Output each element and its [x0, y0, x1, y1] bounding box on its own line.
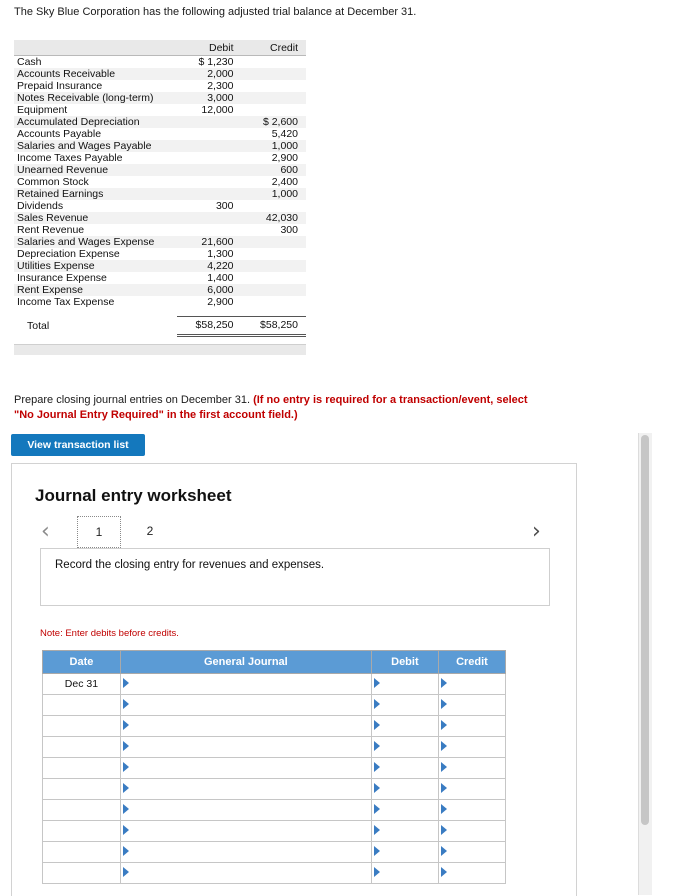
table-spacer-row [14, 308, 306, 317]
row-credit [242, 236, 307, 248]
row-debit [177, 188, 241, 200]
journal-debit-cell[interactable] [371, 779, 438, 800]
row-debit: 1,300 [177, 248, 241, 260]
journal-entry-table [42, 650, 506, 884]
row-debit: 2,300 [177, 80, 241, 92]
journal-date-cell[interactable]: Dec 31 [43, 674, 121, 695]
dropdown-caret-icon [374, 846, 380, 856]
row-credit: 1,000 [242, 140, 307, 152]
row-debit: 6,000 [177, 284, 241, 296]
journal-date-cell[interactable] [43, 737, 121, 758]
dropdown-caret-icon [123, 783, 129, 793]
header-debit: Debit [177, 40, 241, 56]
table-row [14, 140, 306, 152]
row-account: Cash [14, 56, 177, 69]
dropdown-caret-icon [374, 699, 380, 709]
row-debit [177, 116, 241, 128]
scrollbar-thumb[interactable] [641, 435, 649, 825]
journal-credit-cell[interactable] [438, 716, 505, 737]
trial-balance-base [14, 337, 306, 344]
journal-debit-cell[interactable] [371, 674, 438, 695]
row-account: Income Taxes Payable [14, 152, 177, 164]
journal-credit-cell[interactable] [438, 863, 505, 884]
row-account: Notes Receivable (long-term) [14, 92, 177, 104]
journal-header-row [43, 651, 506, 674]
journal-account-cell[interactable] [120, 716, 371, 737]
table-row [14, 260, 306, 272]
total-credit: $58,250 [242, 317, 307, 336]
row-debit: 300 [177, 200, 241, 212]
table-row [14, 104, 306, 116]
row-credit: 300 [242, 224, 307, 236]
page-scrollbar[interactable] [638, 433, 652, 895]
next-arrow-icon[interactable]: › [532, 519, 541, 544]
dropdown-caret-icon [374, 678, 380, 688]
row-credit: $ 2,600 [242, 116, 307, 128]
row-debit: $ 1,230 [177, 56, 241, 69]
row-credit [242, 284, 307, 296]
table-row [14, 188, 306, 200]
trial-balance-section [14, 40, 306, 355]
row-debit: 2,000 [177, 68, 241, 80]
row-debit: 21,600 [177, 236, 241, 248]
table-row [43, 695, 506, 716]
table-row [14, 68, 306, 80]
instructions-text [14, 393, 574, 423]
dropdown-caret-icon [374, 825, 380, 835]
table-row [14, 212, 306, 224]
table-row [14, 92, 306, 104]
row-account: Rent Revenue [14, 224, 177, 236]
dropdown-caret-icon [374, 762, 380, 772]
journal-account-cell[interactable] [120, 737, 371, 758]
dropdown-caret-icon [123, 867, 129, 877]
journal-account-cell[interactable] [120, 695, 371, 716]
journal-credit-cell[interactable] [438, 842, 505, 863]
debits-before-credits-note: Note: Enter debits before credits. [40, 628, 179, 639]
trial-balance-footer-bar [14, 344, 306, 355]
prompt-bold-2: "No Journal Entry Required" in the first account field.) [14, 409, 298, 421]
table-row [43, 863, 506, 884]
dropdown-caret-icon [123, 825, 129, 835]
row-credit [242, 104, 307, 116]
row-account: Depreciation Expense [14, 248, 177, 260]
dropdown-caret-icon [441, 804, 447, 814]
table-row [14, 164, 306, 176]
table-row [14, 128, 306, 140]
journal-date-cell[interactable] [43, 695, 121, 716]
journal-header-general-journal: General Journal [120, 651, 371, 674]
journal-credit-cell[interactable] [438, 674, 505, 695]
prompt-bold-1: (If no entry is required for a transaction/event, select [253, 394, 528, 406]
table-row [14, 224, 306, 236]
row-debit [177, 164, 241, 176]
trial-balance-body [14, 40, 306, 336]
row-debit: 12,000 [177, 104, 241, 116]
journal-credit-cell[interactable] [438, 800, 505, 821]
row-debit: 2,900 [177, 296, 241, 308]
total-debit: $58,250 [177, 317, 241, 336]
row-account: Prepaid Insurance [14, 80, 177, 92]
view-transaction-list-button[interactable]: View transaction list [11, 434, 145, 456]
journal-debit-cell[interactable] [371, 821, 438, 842]
row-account: Unearned Revenue [14, 164, 177, 176]
row-account: Salaries and Wages Payable [14, 140, 177, 152]
dropdown-caret-icon [374, 804, 380, 814]
row-debit [177, 212, 241, 224]
journal-date-cell[interactable] [43, 842, 121, 863]
dropdown-caret-icon [374, 741, 380, 751]
dropdown-caret-icon [123, 846, 129, 856]
table-total-row [14, 317, 306, 336]
total-label: Total [14, 317, 177, 336]
journal-header-date: Date [43, 651, 121, 674]
trial-balance-table [14, 40, 306, 337]
prompt-plain: Prepare closing journal entries on December 31. [14, 394, 254, 406]
row-account: Salaries and Wages Expense [14, 236, 177, 248]
row-debit [177, 176, 241, 188]
journal-body [43, 674, 506, 884]
trial-balance-header-row [14, 40, 306, 56]
row-credit [242, 272, 307, 284]
journal-date-cell[interactable] [43, 863, 121, 884]
table-row [14, 200, 306, 212]
dropdown-caret-icon [441, 720, 447, 730]
journal-debit-cell[interactable] [371, 758, 438, 779]
row-credit: 600 [242, 164, 307, 176]
journal-date-cell[interactable] [43, 716, 121, 737]
page-title: Journal entry worksheet [35, 486, 232, 505]
journal-header-debit: Debit [371, 651, 438, 674]
row-debit: 1,400 [177, 272, 241, 284]
row-debit [177, 140, 241, 152]
row-credit [242, 56, 307, 69]
table-row [14, 116, 306, 128]
row-account: Equipment [14, 104, 177, 116]
journal-debit-cell[interactable] [371, 695, 438, 716]
row-credit: 2,900 [242, 152, 307, 164]
row-debit [177, 128, 241, 140]
row-account: Income Tax Expense [14, 296, 177, 308]
journal-date-cell[interactable] [43, 800, 121, 821]
entry-instruction-text: Record the closing entry for revenues and expenses. [55, 559, 325, 571]
dropdown-caret-icon [374, 720, 380, 730]
journal-account-cell[interactable] [120, 800, 371, 821]
row-account: Retained Earnings [14, 188, 177, 200]
journal-account-cell[interactable] [120, 779, 371, 800]
dropdown-caret-icon [374, 867, 380, 877]
journal-account-cell[interactable] [120, 821, 371, 842]
journal-account-cell[interactable] [120, 674, 371, 695]
journal-debit-cell[interactable] [371, 863, 438, 884]
row-account: Utilities Expense [14, 260, 177, 272]
dropdown-caret-icon [123, 678, 129, 688]
journal-debit-cell[interactable] [371, 716, 438, 737]
row-credit [242, 248, 307, 260]
dropdown-caret-icon [441, 741, 447, 751]
row-credit [242, 200, 307, 212]
table-row [14, 248, 306, 260]
journal-debit-cell[interactable] [371, 800, 438, 821]
row-account: Rent Expense [14, 284, 177, 296]
row-account: Accounts Payable [14, 128, 177, 140]
row-account: Common Stock [14, 176, 177, 188]
row-credit: 1,000 [242, 188, 307, 200]
row-debit: 4,220 [177, 260, 241, 272]
table-row [14, 236, 306, 248]
journal-credit-cell[interactable] [438, 737, 505, 758]
dropdown-caret-icon [123, 699, 129, 709]
dropdown-caret-icon [123, 720, 129, 730]
row-debit [177, 224, 241, 236]
journal-credit-cell[interactable] [438, 779, 505, 800]
row-credit [242, 260, 307, 272]
table-row [43, 674, 506, 695]
journal-debit-cell[interactable] [371, 737, 438, 758]
entry-instruction-box [40, 548, 550, 606]
journal-entry-worksheet-panel [11, 463, 577, 896]
dropdown-caret-icon [374, 783, 380, 793]
journal-credit-cell[interactable] [438, 821, 505, 842]
row-credit [242, 80, 307, 92]
journal-credit-cell[interactable] [438, 695, 505, 716]
intro-text: The Sky Blue Corporation has the following adjusted trial balance at December 31. [14, 6, 417, 18]
row-account: Insurance Expense [14, 272, 177, 284]
row-account: Accumulated Depreciation [14, 116, 177, 128]
table-row [43, 842, 506, 863]
dropdown-caret-icon [441, 699, 447, 709]
journal-credit-cell[interactable] [438, 758, 505, 779]
journal-date-cell[interactable] [43, 758, 121, 779]
journal-account-cell[interactable] [120, 863, 371, 884]
row-credit [242, 92, 307, 104]
dropdown-caret-icon [441, 867, 447, 877]
header-credit: Credit [242, 40, 307, 56]
table-row [43, 716, 506, 737]
tab-entry-2[interactable]: 2 [146, 524, 154, 538]
table-row [14, 296, 306, 308]
row-credit: 5,420 [242, 128, 307, 140]
journal-account-cell[interactable] [120, 758, 371, 779]
row-credit [242, 296, 307, 308]
table-row [43, 737, 506, 758]
row-account: Dividends [14, 200, 177, 212]
table-row [43, 800, 506, 821]
journal-date-cell[interactable] [43, 821, 121, 842]
row-credit: 2,400 [242, 176, 307, 188]
table-row [14, 80, 306, 92]
dropdown-caret-icon [123, 741, 129, 751]
prev-arrow-icon[interactable]: ‹ [41, 519, 50, 544]
table-row [14, 272, 306, 284]
dropdown-caret-icon [441, 825, 447, 835]
journal-header-credit: Credit [438, 651, 505, 674]
table-row [14, 152, 306, 164]
header-account [14, 40, 177, 56]
table-row [43, 821, 506, 842]
dropdown-caret-icon [441, 762, 447, 772]
dropdown-caret-icon [123, 762, 129, 772]
journal-date-cell[interactable] [43, 779, 121, 800]
worksheet-tabs [35, 516, 555, 550]
table-row [43, 779, 506, 800]
dropdown-caret-icon [441, 678, 447, 688]
row-credit: 42,030 [242, 212, 307, 224]
table-row [14, 176, 306, 188]
table-row [14, 284, 306, 296]
dropdown-caret-icon [441, 783, 447, 793]
row-credit [242, 68, 307, 80]
dropdown-caret-icon [441, 846, 447, 856]
dropdown-caret-icon [123, 804, 129, 814]
table-row [14, 56, 306, 69]
journal-debit-cell[interactable] [371, 842, 438, 863]
table-row [43, 758, 506, 779]
journal-account-cell[interactable] [120, 842, 371, 863]
row-account: Accounts Receivable [14, 68, 177, 80]
tab-entry-1[interactable]: 1 [77, 516, 121, 548]
row-debit [177, 152, 241, 164]
row-account: Sales Revenue [14, 212, 177, 224]
row-debit: 3,000 [177, 92, 241, 104]
